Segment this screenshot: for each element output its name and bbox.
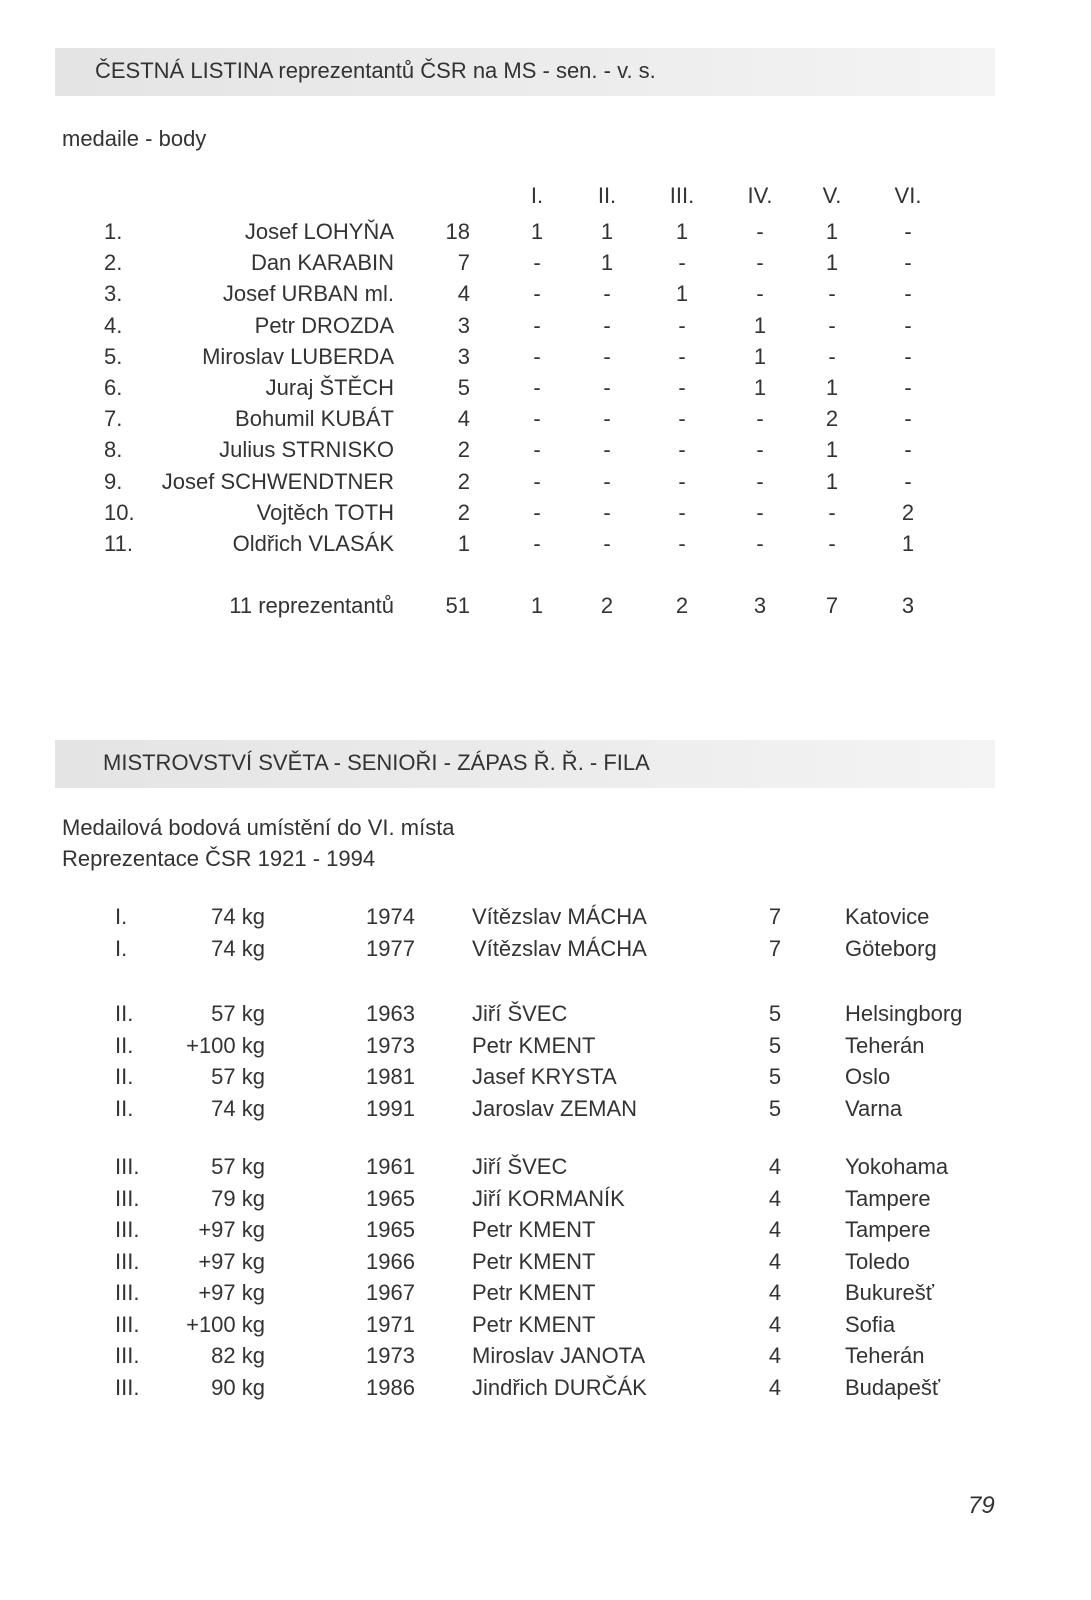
result-name: Petr KMENT (472, 1280, 596, 1305)
result-weight: 74 kg (211, 904, 265, 929)
result-name: Petr KMENT (472, 1217, 596, 1242)
result-weight: 74 kg (211, 935, 265, 961)
result-city: Toledo (845, 1248, 910, 1274)
result-weight: 57 kg (211, 1154, 265, 1179)
result-city: Teherán (845, 1343, 925, 1368)
row-points: 1 (457, 531, 470, 556)
result-weight: 82 kg (211, 1343, 265, 1368)
result-name: Jiří KORMANÍK (472, 1185, 625, 1211)
row-place-count: 1 (675, 219, 689, 244)
result-year: 1973 (366, 1343, 415, 1368)
row-name: Josef LOHYŇA (244, 219, 394, 244)
total-place-count: 1 (530, 593, 544, 618)
result-city: Bukurešť (845, 1280, 934, 1305)
result-place: II. (115, 1001, 134, 1026)
result-weight: +100 kg (186, 1311, 265, 1337)
total-place-count: 2 (675, 593, 689, 618)
result-place: III. (115, 1154, 140, 1179)
row-place-count: - (756, 219, 764, 244)
row-place-count: - (678, 499, 686, 525)
result-points: 5 (768, 1032, 782, 1058)
row-place-count: - (533, 375, 541, 400)
row-place-count: 1 (600, 250, 614, 276)
row-place-count: - (603, 312, 611, 338)
row-points: 5 (457, 375, 470, 400)
result-place: I. (115, 904, 128, 929)
row-place-count: - (603, 531, 611, 556)
result-place: III. (115, 1248, 140, 1274)
column-header-3: III. (669, 183, 695, 208)
row-place-count: - (603, 375, 611, 400)
row-name: Petr DROZDA (254, 312, 394, 338)
result-place: III. (115, 1311, 140, 1337)
result-year: 1965 (366, 1185, 415, 1211)
row-place-count: 1 (753, 375, 767, 400)
result-place: III. (115, 1343, 140, 1368)
result-name: Jaroslav ZEMAN (472, 1095, 638, 1121)
total-label: 11 reprezentantů (229, 593, 394, 618)
result-city: Katovice (845, 904, 930, 929)
row-points: 18 (445, 219, 470, 244)
row-place-count: - (756, 281, 764, 307)
row-place-count: - (533, 250, 541, 276)
row-place-count: - (533, 312, 541, 338)
row-place-count: - (533, 281, 541, 307)
row-points: 4 (457, 406, 470, 432)
result-city: Helsingborg (845, 1001, 963, 1026)
column-header-2: II. (597, 183, 617, 208)
result-points: 4 (768, 1374, 782, 1400)
row-place-count: - (904, 281, 912, 307)
result-year: 1974 (366, 904, 415, 929)
result-year: 1971 (366, 1311, 415, 1337)
result-city: Göteborg (845, 935, 937, 961)
result-points: 4 (768, 1154, 782, 1179)
result-name: Petr KMENT (472, 1311, 596, 1337)
row-place-count: 1 (600, 219, 614, 244)
row-place-count: 1 (530, 219, 544, 244)
total-points: 51 (445, 593, 470, 618)
total-place-count: 7 (825, 593, 839, 618)
row-place-count: - (603, 406, 611, 432)
result-points: 4 (768, 1185, 782, 1211)
row-place-count: - (904, 312, 912, 338)
row-place-count: - (904, 468, 912, 494)
result-year: 1986 (366, 1374, 415, 1400)
result-year: 1967 (366, 1280, 415, 1305)
row-points: 2 (457, 468, 470, 494)
result-weight: +100 kg (186, 1032, 265, 1058)
result-year: 1977 (366, 935, 415, 961)
row-place-count: - (756, 250, 764, 276)
result-place: II. (115, 1032, 134, 1058)
result-place: III. (115, 1217, 140, 1242)
row-points: 2 (457, 499, 470, 525)
row-place-count: 1 (825, 250, 839, 276)
section1-title-band (55, 48, 995, 96)
result-points: 4 (768, 1217, 782, 1242)
result-points: 4 (768, 1311, 782, 1337)
result-weight: 90 kg (211, 1374, 265, 1400)
result-city: Yokohama (845, 1154, 949, 1179)
result-weight: 57 kg (211, 1001, 265, 1026)
row-place-count: - (533, 531, 541, 556)
row-rank: 10. (104, 499, 135, 525)
section2-title: MISTROVSTVÍ SVĚTA - SENIOŘI - ZÁPAS Ř. Ř. - FILA (103, 750, 650, 775)
row-place-count: - (533, 499, 541, 525)
column-header-6: VI. (894, 183, 922, 208)
row-place-count: - (828, 281, 836, 307)
result-points: 5 (768, 1095, 782, 1121)
row-place-count: - (904, 375, 912, 400)
result-name: Jiří ŠVEC (472, 1001, 568, 1026)
row-place-count: 1 (825, 375, 839, 400)
row-rank: 2. (104, 250, 123, 276)
row-rank: 5. (104, 343, 123, 369)
result-year: 1961 (366, 1154, 415, 1179)
row-place-count: 2 (825, 406, 839, 432)
row-rank: 9. (104, 468, 123, 494)
row-rank: 8. (104, 437, 123, 463)
row-place-count: - (533, 406, 541, 432)
total-place-count: 3 (753, 593, 767, 618)
result-city: Budapešť (845, 1374, 941, 1400)
section1-title: ČESTNÁ LISTINA reprezentantů ČSR na MS - sen. - v. s. (95, 58, 656, 83)
row-rank: 11. (104, 531, 133, 556)
result-name: Petr KMENT (472, 1248, 596, 1274)
row-rank: 6. (104, 375, 123, 400)
row-rank: 1. (104, 219, 123, 244)
result-points: 7 (768, 935, 782, 961)
result-points: 5 (768, 1064, 782, 1089)
column-header-4: IV. (747, 183, 773, 208)
section1-subtitle: medaile - body (62, 126, 207, 151)
row-place-count: 1 (675, 281, 689, 307)
result-weight: +97 kg (198, 1280, 265, 1305)
result-points: 4 (768, 1343, 782, 1368)
row-place-count: - (904, 437, 912, 463)
row-name: Miroslav LUBERDA (202, 343, 394, 369)
row-place-count: - (678, 250, 686, 276)
row-place-count: 1 (825, 468, 839, 494)
total-place-count: 3 (901, 593, 915, 618)
row-rank: 7. (104, 406, 123, 432)
row-place-count: 1 (901, 531, 915, 556)
row-points: 3 (457, 343, 470, 369)
row-points: 2 (457, 437, 470, 463)
result-weight: 57 kg (211, 1064, 265, 1089)
result-city: Oslo (845, 1064, 891, 1089)
result-place: II. (115, 1095, 134, 1121)
row-place-count: - (678, 468, 686, 494)
result-city: Teherán (845, 1032, 925, 1058)
result-year: 1965 (366, 1217, 415, 1242)
row-place-count: - (756, 468, 764, 494)
row-place-count: - (603, 437, 611, 463)
row-place-count: - (828, 343, 836, 369)
row-place-count: - (603, 499, 611, 525)
row-place-count: - (678, 406, 686, 432)
row-points: 7 (457, 250, 470, 276)
result-points: 5 (768, 1001, 782, 1026)
row-place-count: - (904, 406, 912, 432)
section2-title-band (55, 740, 995, 788)
result-points: 4 (768, 1280, 782, 1305)
row-place-count: - (533, 343, 541, 369)
result-name: Vítězslav MÁCHA (472, 904, 647, 929)
row-points: 4 (457, 281, 470, 307)
column-header-1: I. (530, 183, 544, 208)
row-points: 3 (457, 312, 470, 338)
result-weight: +97 kg (198, 1248, 265, 1274)
result-points: 4 (768, 1248, 782, 1274)
result-place: II. (115, 1064, 134, 1089)
result-name: Vítězslav MÁCHA (472, 935, 647, 961)
result-weight: 79 kg (211, 1185, 265, 1211)
result-year: 1991 (366, 1095, 415, 1121)
result-year: 1981 (366, 1064, 415, 1089)
section2-subtitle-1: Medailová bodová umístění do VI. místa (62, 815, 455, 840)
result-weight: 74 kg (211, 1095, 265, 1121)
row-place-count: - (756, 437, 764, 463)
result-name: Jindřich DURČÁK (472, 1374, 647, 1400)
row-place-count: - (904, 343, 912, 369)
result-name: Miroslav JANOTA (472, 1343, 646, 1368)
column-header-5: V. (822, 183, 842, 208)
row-rank: 4. (104, 312, 123, 338)
row-place-count: - (756, 531, 764, 556)
row-rank: 3. (104, 281, 123, 307)
row-place-count: - (678, 437, 686, 463)
page-number: 79 (968, 1492, 995, 1519)
row-place-count: - (603, 343, 611, 369)
result-name: Jasef KRYSTA (472, 1064, 617, 1089)
row-place-count: - (678, 343, 686, 369)
row-place-count: - (603, 281, 611, 307)
result-year: 1963 (366, 1001, 415, 1026)
result-name: Petr KMENT (472, 1032, 596, 1058)
row-place-count: - (828, 531, 836, 556)
row-place-count: - (533, 468, 541, 494)
row-place-count: - (756, 499, 764, 525)
row-name: Josef URBAN ml. (222, 281, 394, 307)
result-city: Tampere (845, 1217, 931, 1242)
row-place-count: 2 (901, 499, 915, 525)
result-place: III. (115, 1185, 140, 1211)
result-city: Varna (845, 1095, 903, 1121)
row-place-count: - (904, 250, 912, 276)
result-city: Sofia (845, 1311, 896, 1337)
result-year: 1966 (366, 1248, 415, 1274)
row-place-count: 1 (825, 219, 839, 244)
result-city: Tampere (845, 1185, 931, 1211)
row-place-count: - (603, 468, 611, 494)
row-place-count: - (828, 499, 836, 525)
result-points: 7 (768, 904, 782, 929)
row-place-count: 1 (753, 312, 767, 338)
result-place: I. (115, 935, 128, 961)
row-place-count: - (828, 312, 836, 338)
result-weight: +97 kg (198, 1217, 265, 1242)
row-name: Juraj ŠTĚCH (265, 375, 394, 400)
row-name: Bohumil KUBÁT (235, 406, 394, 432)
row-place-count: - (678, 375, 686, 400)
row-place-count: 1 (825, 437, 839, 463)
row-place-count: - (678, 531, 686, 556)
row-place-count: - (678, 312, 686, 338)
result-place: III. (115, 1374, 140, 1400)
row-name: Dan KARABIN (250, 250, 394, 276)
row-place-count: 1 (753, 343, 767, 369)
result-year: 1973 (366, 1032, 415, 1058)
result-place: III. (115, 1280, 140, 1305)
row-place-count: - (904, 219, 912, 244)
total-place-count: 2 (600, 593, 614, 618)
row-name: Vojtěch TOTH (256, 499, 394, 525)
row-place-count: - (533, 437, 541, 463)
row-name: Josef SCHWENDTNER (161, 468, 394, 494)
row-name: Oldřich VLASÁK (232, 531, 394, 556)
section2-subtitle-2: Reprezentace ČSR 1921 - 1994 (62, 846, 376, 871)
row-name: Julius STRNISKO (219, 437, 394, 463)
row-place-count: - (756, 406, 764, 432)
result-name: Jiří ŠVEC (472, 1154, 568, 1179)
